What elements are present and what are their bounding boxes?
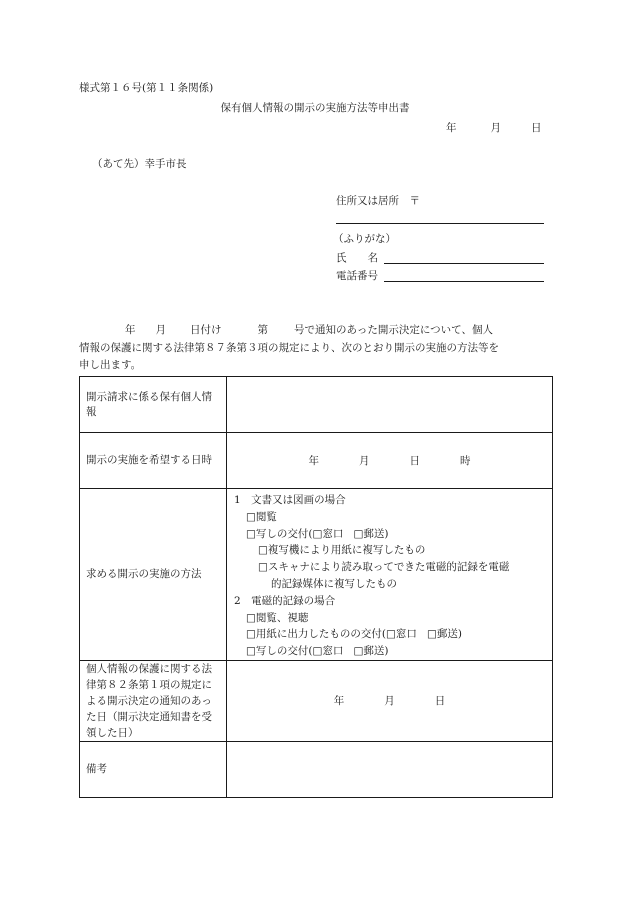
method-electronic-print-counter-checkbox[interactable]: □用紙に出力したものの交付(□窓口 — [246, 628, 417, 641]
form-title: 保有個人情報の開示の実施方法等申出書 — [220, 102, 410, 114]
method-document-copy[interactable] — [234, 526, 552, 543]
body-line2: 情報の保護に関する法律第８７条第３項の規定により、次のとおり開示の実施の方法等を — [79, 341, 499, 354]
method-document-view-checkbox[interactable]: □閲覧 — [246, 510, 277, 523]
notification-date-field[interactable] — [227, 660, 553, 741]
method-electronic-copy[interactable] — [234, 643, 552, 660]
body-paragraph — [79, 322, 557, 375]
body-line1-rest: 号で通知のあった開示決定について、個人 — [294, 324, 493, 336]
table-row — [80, 377, 553, 433]
method-document-copier-checkbox[interactable]: □複写機により用紙に複写したもの — [258, 544, 426, 557]
desired-date-hour: 時 — [460, 455, 471, 467]
table-row — [80, 489, 553, 661]
row-label-remarks: 備考 — [80, 741, 227, 797]
method-document-copy-counter-checkbox[interactable]: □写しの交付(□窓口 — [246, 527, 344, 540]
method-electronic-copy-mail-checkbox[interactable]: □郵送) — [353, 645, 389, 658]
method-section-electronic: 2 電磁的記録の場合 — [234, 594, 336, 607]
method-document-scan-checkbox[interactable]: □スキャナにより読み取ってできた電磁的記録を電磁 — [258, 561, 510, 574]
header-date-day: 日 — [531, 122, 542, 134]
method-electronic-view-checkbox[interactable]: □閲覧、視聴 — [246, 611, 309, 624]
name-input-line[interactable] — [384, 263, 544, 264]
desired-date-field[interactable] — [227, 433, 553, 489]
row-label-personal-info: 開示請求に係る保有個人情報 — [80, 377, 227, 433]
method-document-copy-mail-checkbox[interactable]: □郵送) — [353, 527, 389, 540]
notification-date-day: 日 — [434, 695, 446, 708]
name-label: 氏 名 — [336, 252, 378, 264]
table-row — [80, 660, 553, 741]
personal-info-field[interactable] — [227, 377, 553, 433]
header-date-month: 月 — [490, 122, 501, 134]
method-electronic-print[interactable] — [234, 626, 552, 643]
body-day-dated: 日付け — [190, 324, 222, 336]
body-line3: 申し出ます。 — [79, 359, 142, 371]
address-label: 住所又は居所 〒 — [336, 195, 420, 207]
method-electronic-copy-counter-checkbox[interactable]: □写しの交付(□窓口 — [246, 645, 344, 658]
method-field — [227, 489, 553, 661]
table-row — [80, 433, 553, 489]
body-month: 月 — [155, 324, 166, 336]
furigana-label: （ふりがな） — [333, 233, 396, 245]
method-section-document: 1 文書又は図画の場合 — [234, 494, 346, 506]
header-date-year: 年 — [446, 122, 457, 134]
desired-date-month: 月 — [359, 455, 370, 467]
desired-date-year: 年 — [308, 455, 319, 467]
form-number: 様式第１６号(第１１条関係) — [79, 82, 214, 94]
table-row — [80, 741, 553, 797]
phone-input-line[interactable] — [384, 281, 544, 282]
row-label-notification-date: 個人情報の保護に関する法律第８２条第１項の規定による開示決定の通知のあった日（開示決定通知書を受領した日） — [80, 660, 227, 741]
notification-date-year: 年 — [333, 695, 345, 708]
row-label-method: 求める開示の実施の方法 — [80, 489, 227, 661]
addressee: （あて先）幸手市長 — [92, 158, 187, 170]
row-label-desired-date: 開示の実施を希望する日時 — [80, 433, 227, 489]
remarks-field[interactable] — [227, 741, 553, 797]
body-number-prefix: 第 — [257, 324, 268, 336]
form-table — [79, 376, 553, 798]
notification-date-month: 月 — [384, 695, 395, 708]
method-electronic-print-mail-checkbox[interactable]: □郵送) — [426, 628, 462, 641]
method-list — [227, 489, 552, 660]
body-year: 年 — [125, 324, 136, 336]
address-input-line[interactable] — [336, 223, 544, 224]
header-date — [446, 120, 542, 135]
method-document-scan-continued: 的記録媒体に複写したもの — [271, 577, 397, 590]
phone-label: 電話番号 — [336, 270, 378, 282]
desired-date-day: 日 — [409, 455, 420, 467]
